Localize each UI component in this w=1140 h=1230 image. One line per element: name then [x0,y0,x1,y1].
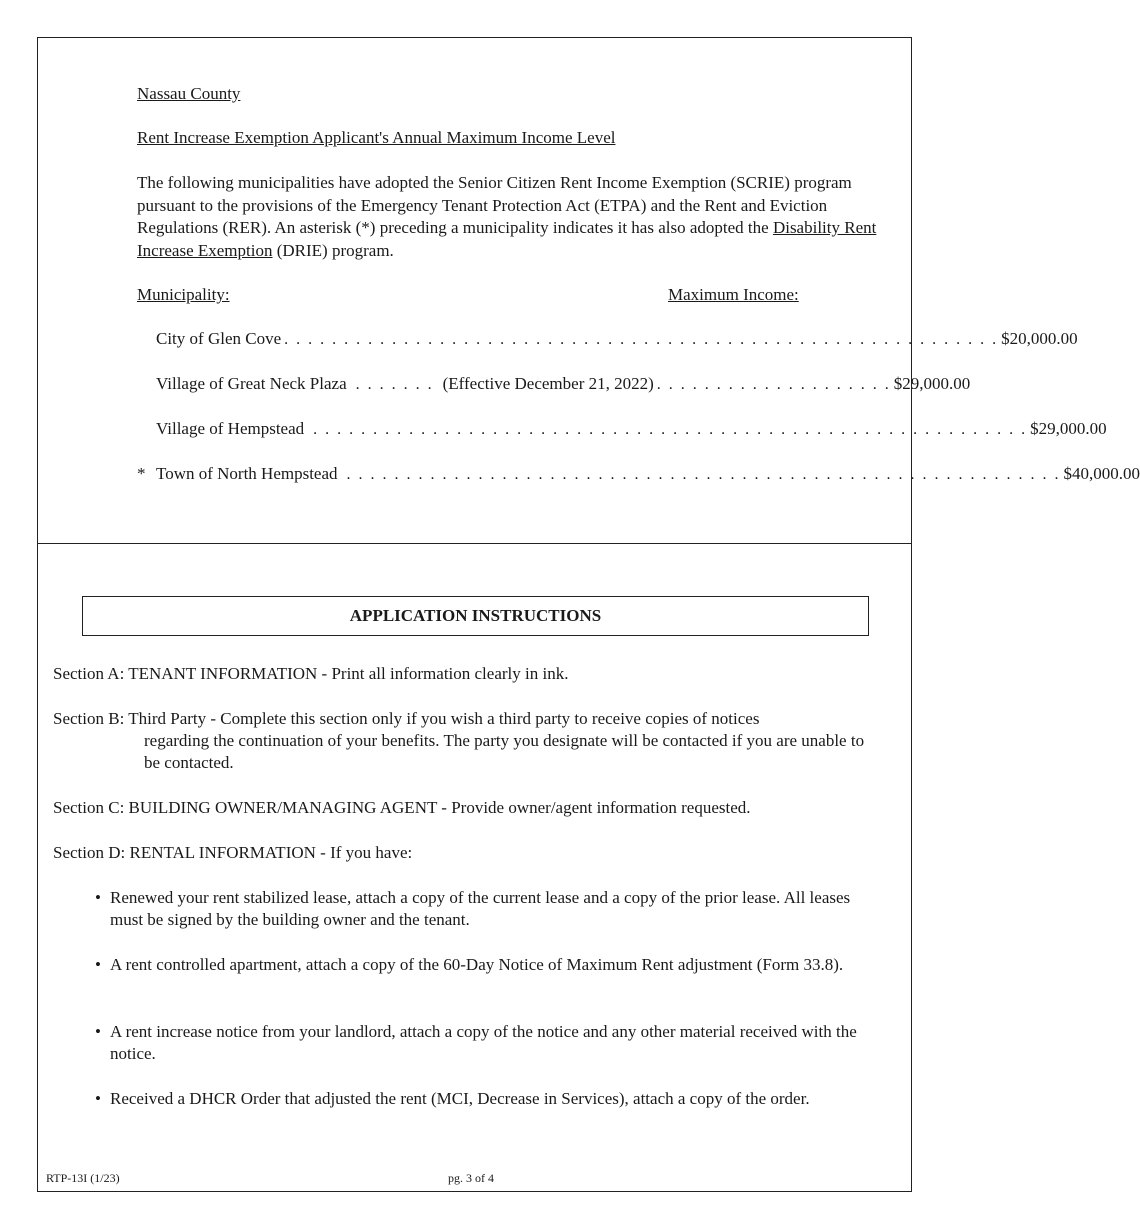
municipality-name: City of Glen Cove [156,329,282,348]
section-c-instruction: Section C: BUILDING OWNER/MANAGING AGENT - Provide owner/agent information requested. [53,798,751,817]
list-item [95,1088,885,1110]
municipality-row [137,463,1140,485]
dot-leader: . . . . . . . [349,376,440,393]
section-b-continuation: regarding the continuation of your benefits. The party you designate will be contacted if you are unable to be contacted. [144,731,865,772]
dot-leader: . . . . . . . . . . . . . . . . . . . . [656,376,891,393]
section-divider [37,543,912,544]
section-b-instruction [53,708,883,774]
municipality-name: Village of Great Neck Plaza [156,374,347,393]
dot-leader: . . . . . . . . . . . . . . . . . . . . . . . . . . . . . . . . . . . . . . . . . . . . . . . . . . . . . . . . . . . . [340,466,1061,483]
list-item [95,1021,885,1065]
municipality-row [137,418,1107,440]
income-level-heading: Rent Increase Exemption Applicant's Annual Maximum Income Level [137,128,616,147]
list-item [95,954,885,976]
page-number: pg. 3 of 4 [448,1171,494,1185]
list-item [95,887,885,931]
county-heading: Nassau County [137,84,241,103]
dot-leader: . . . . . . . . . . . . . . . . . . . . . . . . . . . . . . . . . . . . . . . . . . . . . . . . . . . . . . . . . . . . [307,421,1028,438]
intro-paragraph [137,172,877,262]
municipality-name: Village of Hempstead [156,419,305,438]
dot-leader: . . . . . . . . . . . . . . . . . . . . . . . . . . . . . . . . . . . . . . . . . . . . . . . . . . . . . . . . . . . . [284,331,999,348]
section-b-first-line: Section B: Third Party - Complete this section only if you wish a third party to receive copies of notices [53,709,760,728]
form-id: RTP-13I (1/23) [46,1171,120,1185]
max-income-amount: $40,000.00 [1063,464,1140,483]
max-income-amount: $29,000.00 [893,374,971,393]
intro-text-end: (DRIE) program. [272,240,394,260]
max-income-column-header: Maximum Income: [668,285,799,304]
bullet-icon: • [95,1089,101,1108]
bullet-icon: • [95,955,101,974]
list-item-text: A rent controlled apartment, attach a copy of the 60-Day Notice of Maximum Rent adjustment (Form 33.8). [110,955,844,974]
section-d-instruction: Section D: RENTAL INFORMATION - If you have: [53,843,413,862]
max-income-amount: $29,000.00 [1030,419,1107,438]
list-item-text: Received a DHCR Order that adjusted the rent (MCI, Decrease in Services), attach a copy of the order. [110,1089,810,1108]
municipality-row [137,328,1078,350]
section-a-instruction: Section A: TENANT INFORMATION - Print all information clearly in ink. [53,664,569,683]
bullet-icon: • [95,888,101,907]
bullet-icon: • [95,1022,101,1041]
effective-date-note: (Effective December 21, 2022) [442,374,654,393]
application-instructions-title: APPLICATION INSTRUCTIONS [82,596,869,636]
municipality-column-header: Municipality: [137,285,230,304]
municipality-row [137,373,971,395]
max-income-amount: $20,000.00 [1001,329,1078,348]
drie-marker: * [137,464,146,483]
drie-link[interactable]: Disability Rent Increase Exemption [137,218,877,260]
list-item-text: A rent increase notice from your landlord, attach a copy of the notice and any other material received with the notice. [110,1022,857,1063]
intro-text: The following municipalities have adopted the Senior Citizen Rent Income Exemption (SCRIE) program pursuant to the provisions of the Emergency Tenant Protection Act (ETPA) and the Rent and Eviction Regulations (RER). An asterisk (*) preceding a municipality indicates it has also adopted the [137,173,852,237]
municipality-name: Town of North Hempstead [156,464,338,483]
list-item-text: Renewed your rent stabilized lease, attach a copy of the current lease and a copy of the prior lease. All leases must be signed by the building owner and the tenant. [110,888,851,929]
